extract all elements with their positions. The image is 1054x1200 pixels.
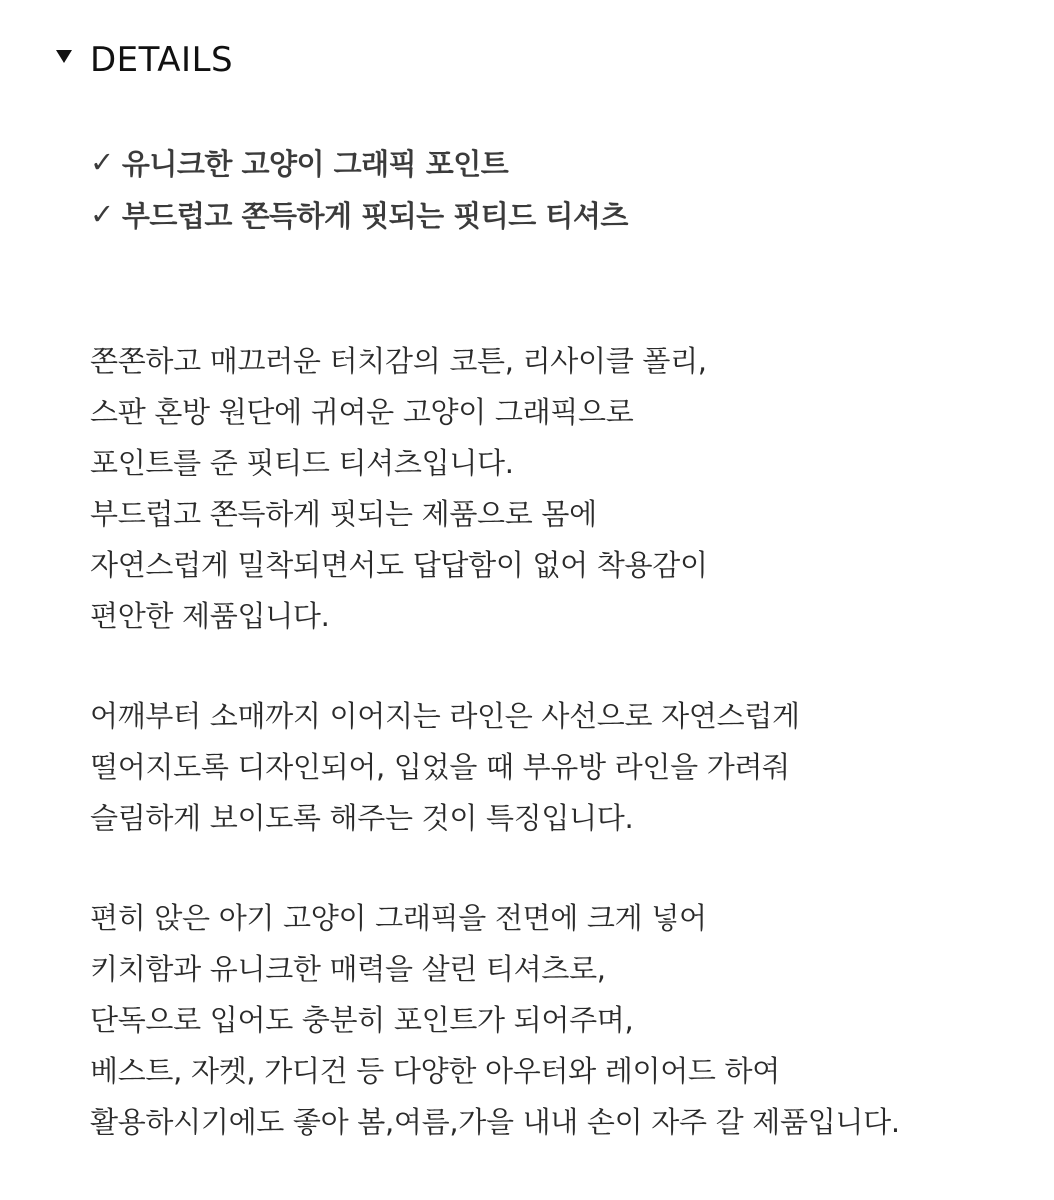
- description-line: 편히 앉은 아기 고양이 그래픽을 전면에 크게 넣어: [90, 901, 707, 935]
- feature-item: [90, 188, 628, 240]
- description-line: 쫀쫀하고 매끄러운 터치감의 코튼, 리사이클 폴리,: [90, 344, 707, 378]
- description-line: 부드럽고 쫀득하게 핏되는 제품으로 몸에: [90, 497, 597, 531]
- description-line: 키치함과 유니크한 매력을 살린 티셔츠로,: [90, 952, 606, 986]
- description-paragraph: [90, 336, 708, 642]
- section-title: DETAILS: [90, 40, 234, 80]
- feature-text: 유니크한 고양이 그래픽 포인트: [121, 146, 509, 181]
- check-icon: ✓: [90, 145, 114, 179]
- feature-item: [90, 136, 628, 188]
- description-line: 베스트, 자켓, 가디건 등 다양한 아우터와 레이어드 하여: [90, 1054, 780, 1088]
- description-paragraph: [90, 893, 900, 1148]
- check-icon: ✓: [90, 197, 114, 231]
- description-line: 포인트를 준 핏티드 티셔츠입니다.: [90, 446, 514, 480]
- description-line: 편안한 제품입니다.: [90, 599, 330, 633]
- details-toggle[interactable]: [56, 40, 233, 80]
- description-line: 스판 혼방 원단에 귀여운 고양이 그래픽으로: [90, 395, 634, 429]
- feature-text: 부드럽고 쫀득하게 핏되는 핏티드 티셔츠: [121, 198, 628, 233]
- feature-list: [90, 136, 628, 240]
- description-line: 떨어지도록 디자인되어, 입었을 때 부유방 라인을 가려줘: [90, 750, 790, 784]
- description-line: 자연스럽게 밀착되면서도 답답함이 없어 착용감이: [90, 548, 708, 582]
- description-line: 어깨부터 소매까지 이어지는 라인은 사선으로 자연스럽게: [90, 699, 800, 733]
- description-line: 단독으로 입어도 충분히 포인트가 되어주며,: [90, 1003, 634, 1037]
- description-paragraph: [90, 691, 800, 844]
- description-line: 슬림하게 보이도록 해주는 것이 특징입니다.: [90, 801, 634, 835]
- description-line: 활용하시기에도 좋아 봄,여름,가을 내내 손이 자주 갈 제품입니다.: [90, 1105, 900, 1139]
- caret-down-icon[interactable]: [56, 50, 72, 63]
